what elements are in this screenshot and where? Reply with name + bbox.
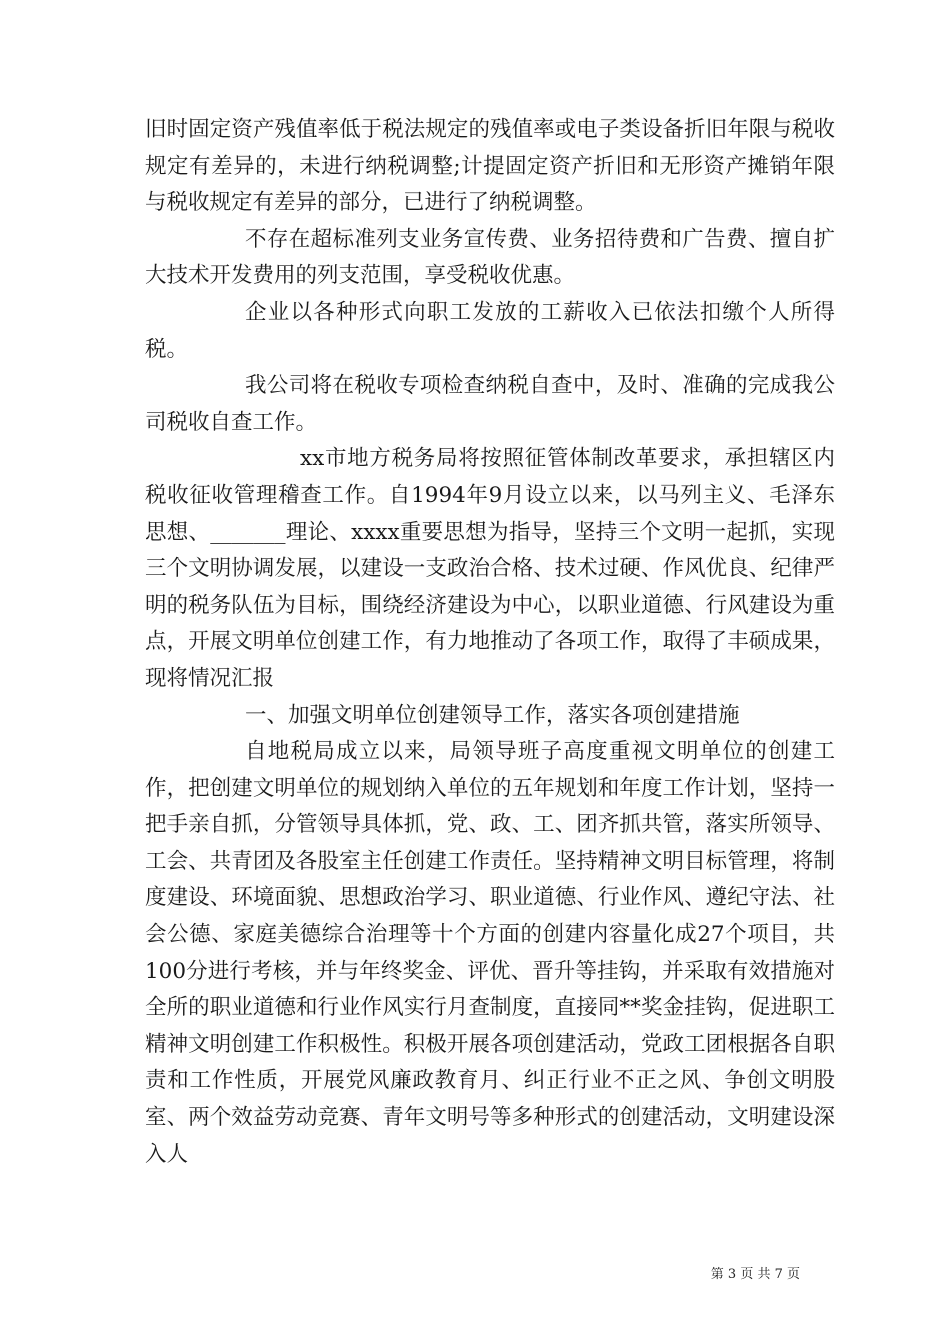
paragraph-civilization-work: 自地税局成立以来，局领导班子高度重视文明单位的创建工作，把创建文明单位的规划纳入单位的五年规划和年度工作计划，坚持一把手亲自抓，分管领导具体抓，党、政、工、团齐抓共管，落实所领导、工会、共青团及各股室主任创建工作责任。坚持精神文明目标管理，将制度建设、环境面貌、思想政治学习、职业道德、行业作风、遵纪守法、社会公德、家庭美德综合治理等十个方面的创建内容量化成27个项目，共100分进行考核，并与年终奖金、评优、晋升等挂钩，并采取有效措施对全所的职业道德和行业作风实行月查制度，直接同**奖金挂钩，促进职工精神文明创建工作积极性。积极开展各项创建活动，党政工团根据各自职责和工作性质，开展党风廉政教育月、纠正行业不正之风、争创文明股室、两个效益劳动竞赛、青年文明号等多种形式的创建活动，文明建设深入人 xyxy=(145,739,835,1167)
paragraph-income-tax: 企业以各种形式向职工发放的工薪收入已依法扣缴个人所得税。 xyxy=(145,299,835,362)
paragraph-fixed-assets: 旧时固定资产残值率低于税法规定的残值率或电子类设备折旧年限与税收规定有差异的，未进行纳税调整;计提固定资产折旧和无形资产摊销年限与税收规定有差异的部分，已进行了纳税调整。 xyxy=(145,117,835,216)
page-number-footer: 第 3 页 共 7 页 xyxy=(710,1267,800,1282)
section-heading: 一、加强文明单位创建领导工作，落实各项创建措施 xyxy=(245,702,740,728)
paragraph-expenses: 不存在超标准列支业务宣传费、业务招待费和广告费、擅自扩大技术开发费用的列支范围，享受税收优惠。 xyxy=(145,226,835,289)
document-body xyxy=(145,112,835,1173)
paragraph-self-inspection: 我公司将在税收专项检查纳税自查中，及时、准确的完成我公司税收自查工作。 xyxy=(145,373,835,435)
paragraph-tax-bureau-intro: xx市地方税务局将按照征管体制改革要求，承担辖区内税收征收管理稽查工作。自1994年9月设立以来，以马列主义、毛泽东思想、_______理论、xxxx重要思想为指导，坚持三个文明一起抓，实现三个文明协调发展，以建设一支政治合格、技术过硬、作风优良、纪律严明的税务队伍为目标，围绕经济建设为中心，以职业道德、行风建设为重点，开展文明单位创建工作，有力地推动了各项工作，取得了丰硕成果，现将情况汇报 xyxy=(145,446,835,691)
